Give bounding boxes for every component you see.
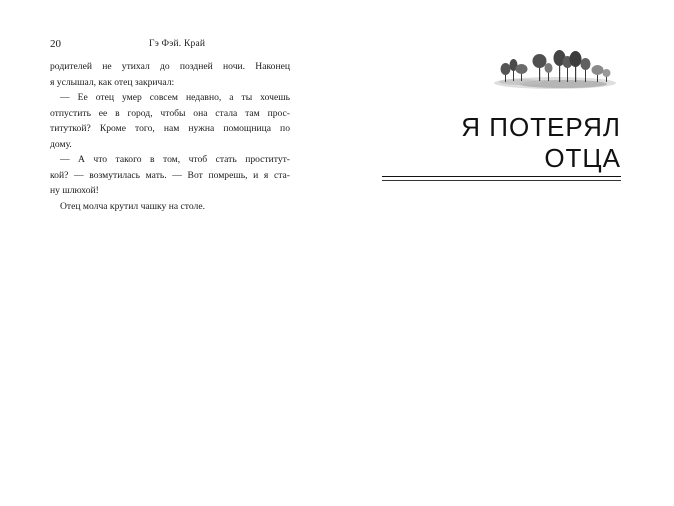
text-line: — А что такого в том, чтоб стать проститут- (60, 154, 290, 165)
chapter-title-line-2: ОТЦА (544, 143, 621, 173)
text-line: — Ее отец умер совсем недавно, а ты хочешь (60, 92, 290, 103)
body-text (50, 59, 290, 214)
page-number: 20 (50, 38, 61, 50)
chapter-title (381, 112, 621, 174)
tree-landscape-icon (493, 48, 617, 94)
text-line: отпустить ее в город, чтобы она стала там прос- (50, 107, 290, 119)
text-line: ну шлюхой! (50, 185, 99, 196)
running-head-title: Гэ Фэй. Край (149, 39, 206, 49)
right-page (337, 0, 674, 506)
text-line: я услышал, как отец закричал: (50, 76, 175, 88)
running-head (50, 37, 300, 51)
text-line: родителей не утихал до поздней ночи. Наконец (50, 61, 290, 72)
text-line: Отец молча крутил чашку на столе. (60, 200, 205, 212)
text-line: дому. (50, 138, 72, 150)
title-rule-thin (382, 180, 621, 181)
title-rule-thick (382, 176, 621, 177)
text-line: кой? — возмутилась мать. — Вот помрешь, и я ста- (50, 169, 290, 181)
chapter-title-line-1: Я ПОТЕРЯЛ (461, 112, 621, 142)
text-line: титуткой? Кроме того, нам нужна помощница по (50, 123, 290, 134)
